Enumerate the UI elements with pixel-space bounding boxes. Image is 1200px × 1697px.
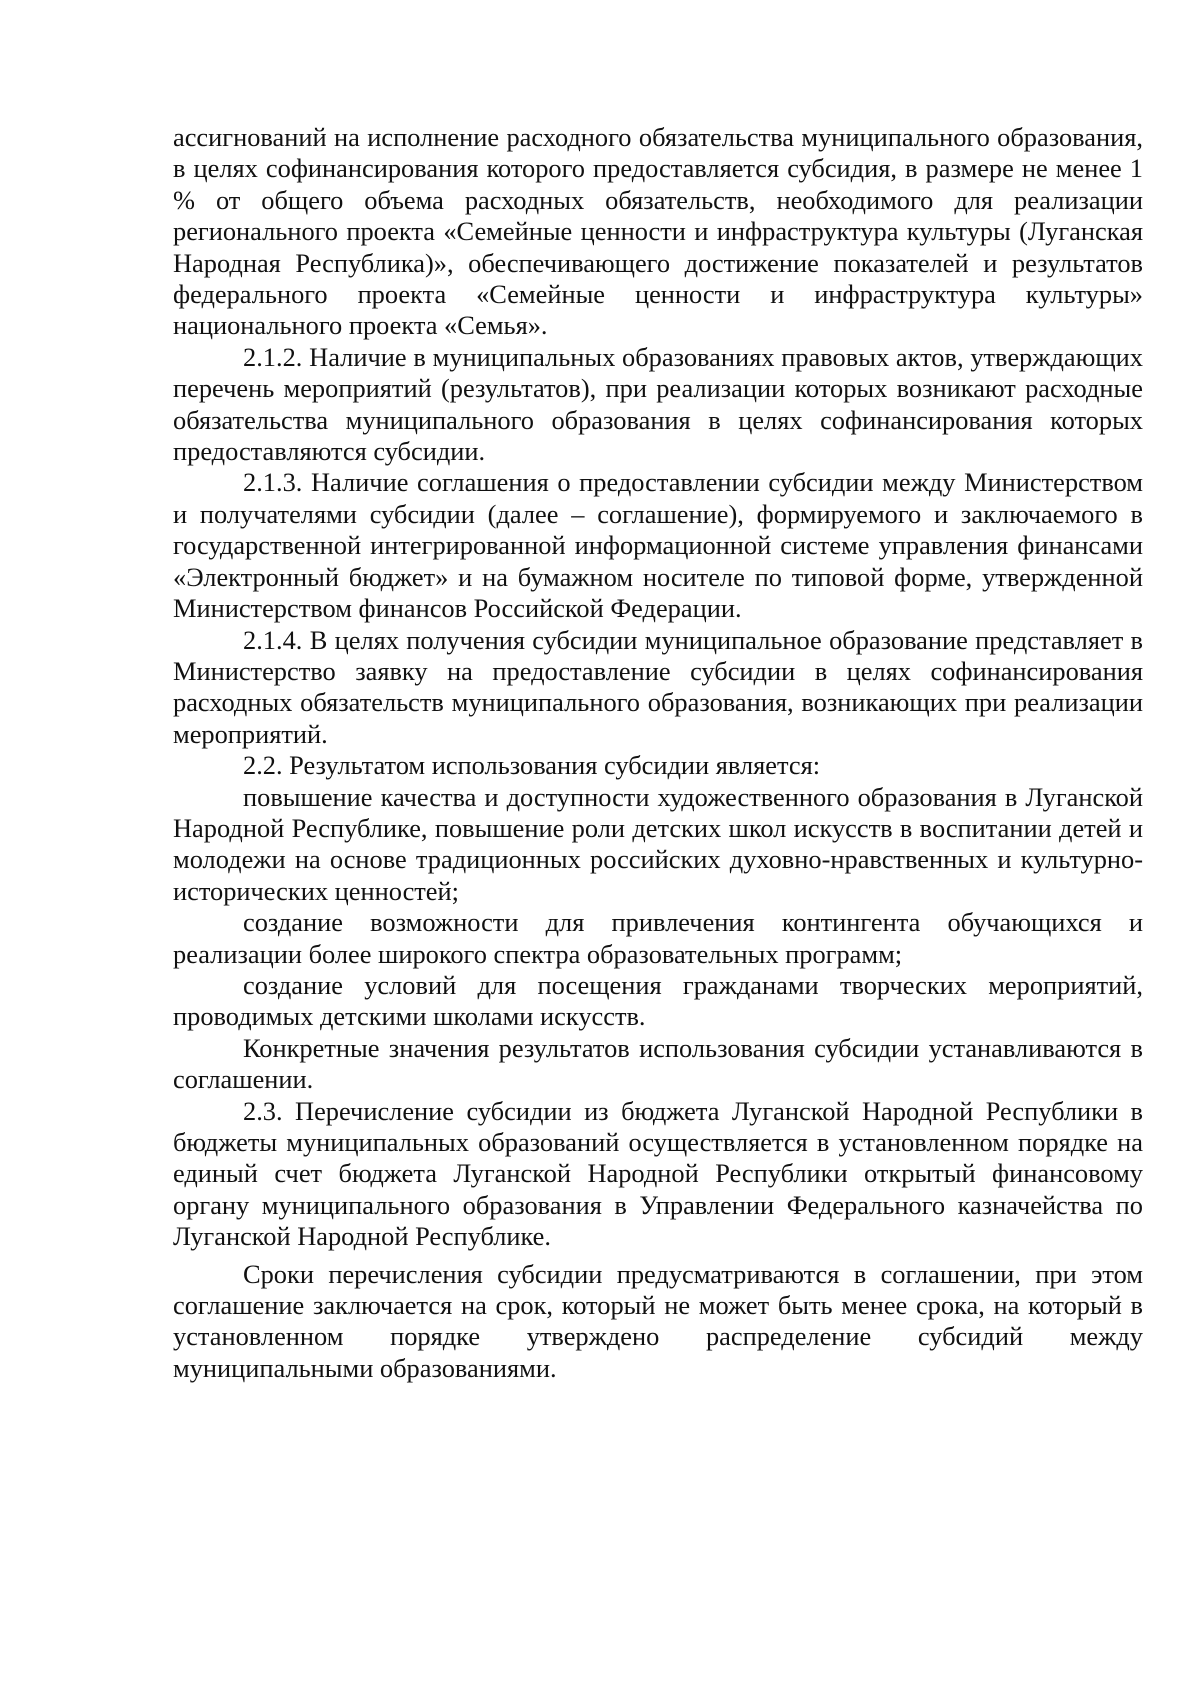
paragraph-transfer-terms: Сроки перечисления субсидии предусматриваются в соглашении, при этом соглашение заключается на срок, который не может быть менее срока, на который в установленном порядке утверждено распределение субсидий между муниципальными образованиями. <box>173 1258 1143 1383</box>
paragraph-result-item-3: создание условий для посещения гражданами творческих мероприятий, проводимых детскими школами искусств. <box>173 969 1143 1032</box>
paragraph-result-item-2: создание возможности для привлечения контингента обучающихся и реализации более широкого спектра образовательных программ; <box>173 907 1143 969</box>
paragraph-2-1-3: 2.1.3. Наличие соглашения о предоставлении субсидии между Министерством и получателями субсидии (далее – соглашение), формируемого и заключаемого в государственной интегрированной информационной системе управления финансами «Электронный бюджет» и на бумажном носителе по типовой форме, утвержденной Министерством финансов Российской Федерации. <box>173 467 1143 624</box>
paragraph-2-1-4: 2.1.4. В целях получения субсидии муниципальное образование представляет в Министерство заявку на предоставление субсидии в целях софинансирования расходных обязательств муниципального образования, возникающих при реализации мероприятий. <box>173 624 1143 749</box>
paragraph-2-3: 2.3. Перечисление субсидии из бюджета Луганской Народной Республики в бюджеты муниципальных образований осуществляется в установленном порядке на единый счет бюджета Луганской Народной Республики открытый финансовому органу муниципального образования в Управлении Федерального казначейства по Луганской Народной Республике. <box>173 1095 1143 1252</box>
document-body <box>173 122 1143 1384</box>
paragraph-2-1-2: 2.1.2. Наличие в муниципальных образованиях правовых актов, утверждающих перечень мероприятий (результатов), при реализации которых возникают расходные обязательства муниципального образования в целях софинансирования которых предоставляются субсидии. <box>173 341 1143 467</box>
paragraph-result-item-1: повышение качества и доступности художественного образования в Луганской Народной Республике, повышение роли детских школ искусств в воспитании детей и молодежи на основе традиционных российских духовно-нравственных и культурно-исторических ценностей; <box>173 781 1143 906</box>
paragraph-continuation: ассигнований на исполнение расходного обязательства муниципального образования, в целях софинансирования которого предоставляется субсидия, в размере не менее 1 % от общего объема расходных обязательств, необходимого для реализации регионального проекта «Семейные ценности и инфраструктура культуры (Луганская Народная Республика)», обеспечивающего достижение показателей и результатов федерального проекта «Семейные ценности и инфраструктура культуры» национального проекта «Семья». <box>173 122 1143 341</box>
paragraph-result-values: Конкретные значения результатов использования субсидии устанавливаются в соглашении. <box>173 1032 1143 1095</box>
paragraph-2-2: 2.2. Результатом использования субсидии является: <box>243 750 821 781</box>
